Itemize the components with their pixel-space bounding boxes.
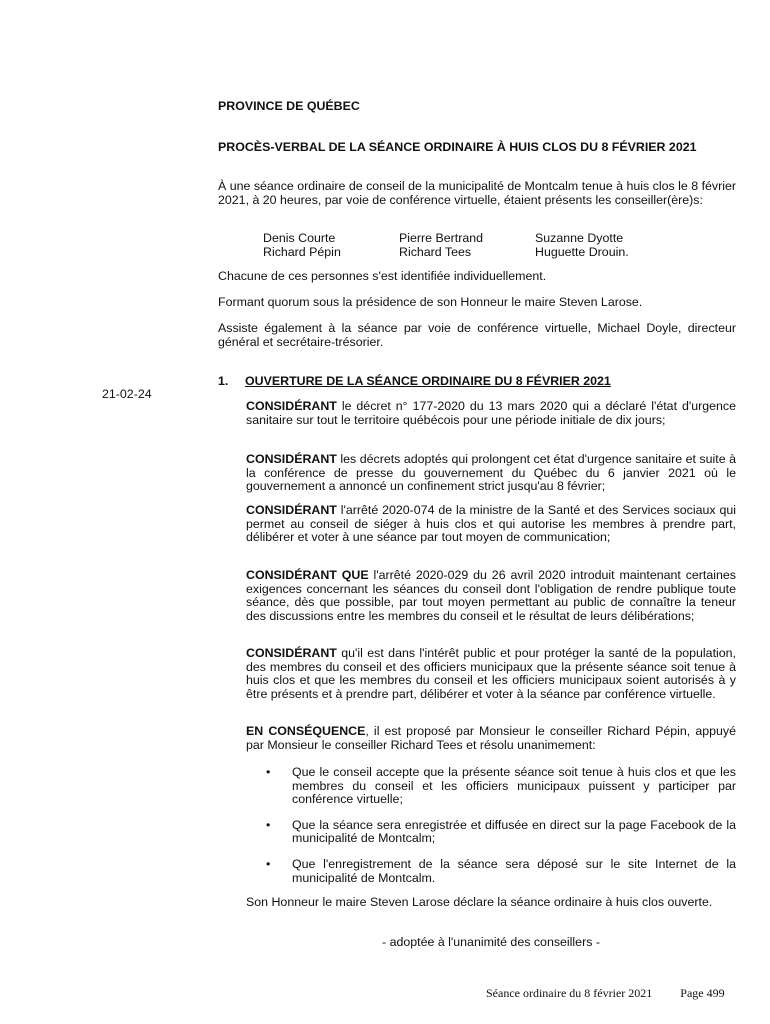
considerant-text: l'arrêté 2020-029 du 26 avril 2020 introduit maintenant certaines exigences concernant les séances du conseil dont l'obligation de rendre publique toute séance, dès que possible, par tout moyen permettant au public de connaître la teneur des discussions entre les membres du conseil et le résultat de leurs délibérations; [246, 568, 736, 623]
bullet-text: Que le conseil accepte que la présente séance soit tenue à huis clos et que les membres du conseil et les officiers municipaux puissent y participer par conférence virtuelle; [292, 765, 736, 807]
province-heading: PROVINCE DE QUÉBEC [218, 99, 360, 113]
considerant-lead: CONSIDÉRANT [246, 503, 337, 517]
considerant-paragraph [246, 504, 736, 545]
document-title: PROCÈS-VERBAL DE LA SÉANCE ORDINAIRE À HUIS CLOS DU 8 FÉVRIER 2021 [218, 140, 697, 154]
considerant-text: qu'il est dans l'intérêt public et pour protéger la santé de la population, des membres du conseil et des officiers municipaux que la présente séance soit tenue à huis clos et que les membres du conseil et les officiers municipaux soient autorisés à y être présents et à prendre part, délibérer et voter à la séance par conférence virtuelle. [246, 646, 736, 701]
identification-paragraph: Chacune de ces personnes s'est identifiée individuellement. [218, 269, 547, 283]
list-item [266, 819, 736, 846]
quorum-paragraph: Formant quorum sous la présidence de son Honneur le maire Steven Larose. [218, 295, 643, 309]
considerant-paragraph [246, 647, 736, 701]
considerant-lead: CONSIDÉRANT [246, 646, 337, 660]
list-item [266, 858, 736, 885]
section-title: OUVERTURE DE LA SÉANCE ORDINAIRE DU 8 FÉVRIER 2021 [245, 374, 611, 388]
list-item [266, 766, 736, 807]
attendee-name: Richard Pépin [263, 244, 341, 259]
intro-paragraph: À une séance ordinaire de conseil de la municipalité de Montcalm tenue à huis clos le 8 février 2021, à 20 heures, par voie de conférence virtuelle, étaient présents les conseiller(ère)s: [218, 179, 736, 207]
attendance-paragraph: Assiste également à la séance par voie de conférence virtuelle, Michael Doyle, directeur général et secrétaire-trésorier. [218, 321, 736, 349]
considerant-text: le décret n° 177-2020 du 13 mars 2020 qui a déclaré l'état d'urgence sanitaire sur tout le territoire québécois pour une période initiale de dix jours; [246, 399, 736, 427]
considerant-paragraph [246, 569, 736, 623]
bullet-icon: • [266, 765, 271, 779]
attendee-name: Suzanne Dyotte [535, 231, 624, 245]
considerant-text: les décrets adoptés qui prolongent cet état d'urgence sanitaire et suite à la conférence de presse du gouvernement du Québec du 6 janvier 2021 où le gouvernement a annoncé un confinement strict jusqu'au 8 février; [246, 452, 736, 494]
section-heading [218, 374, 611, 388]
section-number: 1. [218, 374, 229, 388]
bullet-icon: • [266, 856, 271, 871]
bullet-text: Que l'enregistrement de la séance sera déposé sur le site Internet de la municipalité de Montcalm. [292, 856, 736, 885]
page-number: Page 499 [680, 986, 725, 1000]
closing-paragraph: Son Honneur le maire Steven Larose déclare la séance ordinaire à huis clos ouverte. [246, 895, 713, 909]
resolution-number: 21-02-24 [102, 387, 152, 401]
bullet-text: Que la séance sera enregistrée et diffusée en direct sur la page Facebook de la municipalité de Montcalm; [292, 817, 736, 846]
consequence-text: , il est proposé par Monsieur le conseiller Richard Pépin, appuyé par Monsieur le conseiller Richard Tees et résolu unanimement: [246, 724, 736, 752]
consequence-lead: EN CONSÉQUENCE [246, 724, 366, 738]
considerant-lead: CONSIDÉRANT [246, 452, 337, 466]
bullet-icon: • [266, 817, 271, 832]
considerant-lead: CONSIDÉRANT QUE [246, 568, 369, 582]
attendee-name: Pierre Bertrand [399, 231, 484, 245]
considerant-paragraph [246, 400, 736, 427]
consequence-paragraph [246, 725, 736, 752]
considerant-lead: CONSIDÉRANT [246, 399, 337, 413]
attendee-name: Richard Tees [399, 244, 472, 259]
attendee-name: Huguette Drouin. [535, 244, 629, 259]
resolution-bullet-list [266, 766, 736, 897]
footer-meeting-label: Séance ordinaire du 8 février 2021 [486, 986, 653, 1000]
attendee-name: Denis Courte [263, 231, 336, 245]
adoption-note: - adoptée à l'unanimité des conseillers - [382, 935, 600, 949]
considerant-paragraph [246, 453, 736, 494]
page-footer [486, 986, 725, 1001]
considerant-text: l'arrêté 2020-074 de la ministre de la Santé et des Services sociaux qui permet au conseil de siéger à huis clos et qui autorise les membres à prendre part, délibérer et voter à une séance par tout moyen de communication; [246, 503, 736, 545]
attendee-list [263, 232, 671, 259]
